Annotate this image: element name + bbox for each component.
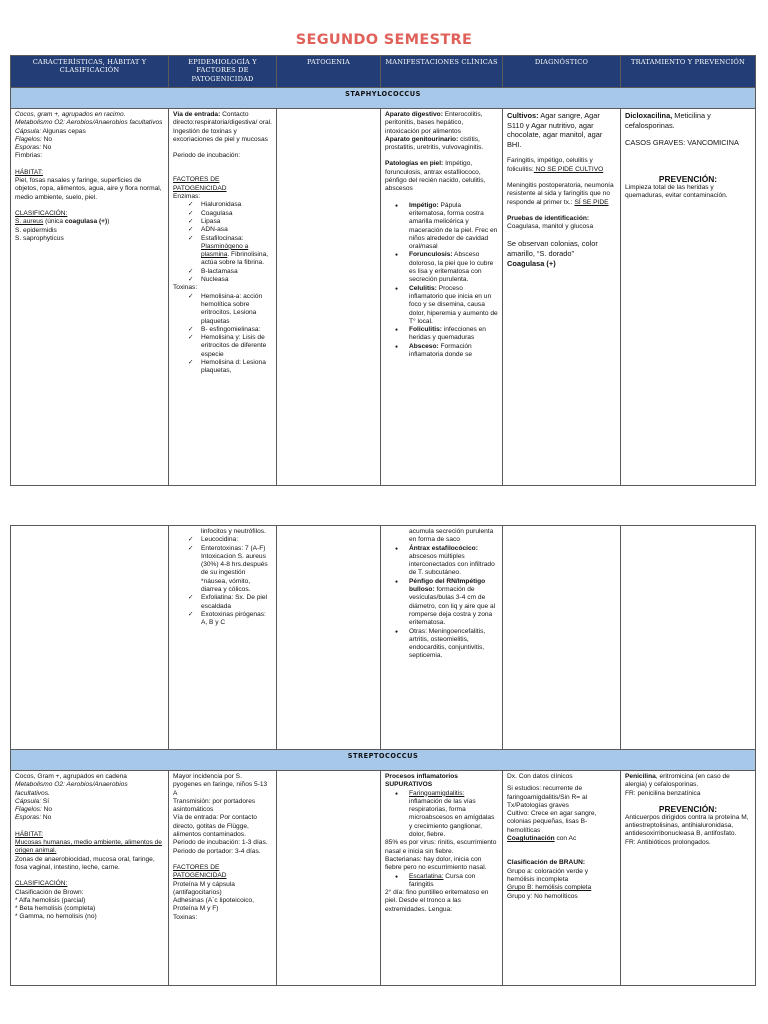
- list-item: ✓ Hemolisina-a: acción hemolítica sobre eritrocitos. Lesiona plaquetas: [185, 293, 272, 326]
- text-line: Vía de entrada: Por contacto directo, gotitas de Flügge, alimentos contaminados.: [173, 814, 257, 839]
- section-heading: HÁBITAT:: [15, 830, 43, 838]
- manifestation-list: [385, 202, 498, 360]
- list-item: ● Foliculitis: infecciones en heridas y quemaduras: [385, 326, 498, 343]
- header-row: [11, 56, 756, 88]
- text-line: Proteína M y cápsula (antifagocitarios): [173, 880, 235, 896]
- text-line: FR: Antibióticos prolongados.: [625, 838, 711, 846]
- list-item: ✓ Leucocidina:: [185, 536, 272, 544]
- text-line: Periodo de incubación: 1-3 días.: [173, 839, 268, 847]
- list-item: ✓ Exotoxinas pirógenas: A, B y C: [185, 611, 272, 628]
- text-label: Esporas:: [15, 144, 42, 152]
- cell-treatment: Dicloxacilina, Meticilina y cefalosporinas. CASOS GRAVES: VANCOMICINA PREVENCIÓN: Limpieza total de las heridas y quemaduras, evitar contaminación.: [621, 109, 756, 486]
- section-heading: Procesos inflamatorios SUPURATIVOS: [385, 773, 458, 789]
- cell-pathogenesis: [277, 109, 381, 486]
- text-label: Aparato digestivo:: [385, 111, 443, 118]
- species-name: S. aureus: [15, 218, 44, 226]
- prevention-heading: PREVENCIÓN:: [658, 173, 718, 184]
- text-line: Zonas de anaerobiocidad, mucosa oral, faringe, fosa vaginal, intestino, leche, carne.: [15, 855, 155, 871]
- text-line: Periodo de portador: 3-4 días.: [173, 847, 261, 855]
- list-item: ● Impétigo: Pápula eritematosa, forma costra amarilla melicérica y maceración de la piel. Frec en niños alrededor de cavidad oral/nasal: [385, 202, 498, 252]
- cell-diagnosis: [503, 526, 621, 750]
- text-line: Toxinas:: [173, 913, 198, 921]
- text-line: Coagulasa, manitol y glucosa: [507, 223, 594, 231]
- cell-clinical: [381, 771, 503, 986]
- text-line: * Beta hemolisis (completa): [15, 905, 96, 913]
- toxin-list: [173, 293, 272, 376]
- cell-epidemiology: [169, 526, 277, 750]
- col-header-epidemiology: EPIDEMIOLOGÍA Y FACTORES DE PATOGENICIDAD: [169, 56, 277, 88]
- text-label: Cultivos:: [507, 111, 539, 120]
- cell-pathogenesis: [277, 526, 381, 750]
- cell-pathogenesis: [277, 771, 381, 986]
- text-line: acumula secreción purulenta en forma de saco: [409, 528, 494, 544]
- text-line: FR: penicilina benzatínica: [625, 789, 701, 797]
- text-line: Cocos, gram +, agrupados en racimo.: [15, 111, 126, 118]
- summary-table-streptococcus: [10, 525, 756, 986]
- text-line: Coagulasa (+): [507, 258, 556, 268]
- list-item: ● Escarlatina: Cursa con faringitis: [385, 873, 498, 890]
- cell-epidemiology: Vía de entrada: Contacto directo:respiratoria/digestiva/ oral. Ingestión de toxinas y excoriaciones de piel y mucosas Periodo de incubación: FACTORES DE PATOGENICIDAD Enzimas: ✓ Hialuronidasa ✓ Coagulasa ✓ Lipasa ✓ ADN-asa ✓ Estafilocinasa: Plasminógeno a plasmina. Fibrinolisina, actúa sobre la fibrina. ✓ B-lactamasa ✓ Nucleasa Toxinas: ✓ Hemolisina-a: acción hemolítica sobre eritrocitos. Lesiona plaquetas ✓ B- esfingomielinasa: ✓ Hemolisina y: Lisis de eritrocitos de diferente especie ✓ Hemolisina d: Lesiona plaquetas,: [169, 109, 277, 486]
- cell-epidemiology: [169, 771, 277, 986]
- text-label: Flagelos:: [15, 135, 42, 143]
- text-line: Ingestión de toxinas y excoriaciones de piel y mucosas: [173, 127, 268, 143]
- list-item: linfocitos y neutrófilos.: [201, 528, 266, 535]
- text-line: Toxinas:: [173, 284, 198, 292]
- list-item: ✓ Hialuronidasa: [185, 201, 272, 209]
- cell-clinical: Aparato digestivo: Enterocolitis, peritonitis, bases hepático, intoxicación por alimentos Aparato genitourinario: cistitis, prostatitis, uretritis, vulvovaginitis. Patologías en piel: Impétigo, forunculosis, antrax estafilococo, pénfigo del recién nacido, celulitis, abscesos ● Impétigo: Pápula eritematosa, forma costra amarilla melicérica y maceración de la piel. Frec en niños alrededor de cavidad oral/nasal ● Forunculosis: Absceso doloroso, la piel que lo cubre es lisa y eritematosa con secreción purulenta. ● Celulitis: Proceso inflamatorio que inicia en un foco y se disemina, causa dolor, hiperemia y aumento de T° local. ● Foliculitis: infecciones en heridas y quemaduras ● Absceso: Formación inflamatoria donde se: [381, 109, 503, 486]
- table-row: [11, 526, 756, 750]
- prevention-heading: PREVENCIÓN:: [658, 803, 718, 814]
- text-line: Anticuerpos dirigidos contra la proteína M, antiestreptolisinas, antihialuronidasa, antidesoxirribonucleasa B, antifosfato.: [625, 813, 749, 838]
- text-label: Aparato genitourinario:: [385, 135, 459, 143]
- text-line: * Alfa hemolisis (parcial): [15, 896, 86, 904]
- manifestation-list: [385, 790, 498, 840]
- text-line: Transmisión: por portadores asintomáticos: [173, 797, 256, 814]
- list-item: ● Ántrax estafilocócico: abscesos múltiples interconectados con infiltrado de T. subcutáneo.: [385, 545, 498, 578]
- list-item: ● Faringoamigdalitis: inflamación de las vías respiratorias, forma microabscesos en amígdalas y crecimiento ganglionar, dolor, fiebre.: [385, 790, 498, 840]
- cell-diagnosis: Dx. Con datos clínicos Si estudios: recurrente de faringoamigdalitis/Sin R= al Tx/Patologías graves Cultivo: Crece en agar sangre, colonias pequeñas, lisas B-hemolíticas Coaglutinación con Ac Clasificación de BRAUN: Grupo a: coloración verde y hemólisis incompleta Grupo B: hemólisis completa Grupo y: No hemolíticos: [503, 771, 621, 986]
- text-line: Limpieza total de las heridas y quemaduras, evitar contaminación.: [625, 183, 728, 200]
- text-line: 85% es por virus: rinitis, escurrimiento nasal e inicia sin fiebre.: [385, 839, 497, 855]
- text-line: CASOS GRAVES: VANCOMICINA: [625, 138, 739, 148]
- list-item: ● Otras: Meningoencefalitis, artritis, osteomielitis, endocarditis, conjuntivitis, septicemia.: [385, 628, 498, 661]
- text-line: Grupo B: hemólisis completa: [507, 884, 592, 892]
- list-item: ✓ Enterotoxinas: 7 (A-F) Intoxicacion S. aureus (30%) 4-8 hrs.después de su ingestión *náusea, vómito, diarrea y cólicos.: [185, 545, 272, 595]
- col-header-diagnosis: DIAGNÓSTICO: [503, 56, 621, 88]
- text-line: Mayor incidencia por S. pyogenes en faringe, niños 5-13 A: [173, 773, 268, 797]
- text-line: Adhesinas (A´c lipoteicoico, Proteína M y F): [173, 897, 254, 913]
- list-item: ✓ Lipasa: [185, 218, 272, 226]
- text-line: Fimbrias:: [15, 152, 43, 160]
- text-line: Periodo de incubación:: [173, 152, 241, 160]
- text-line: Mucosas humanas, medio ambiente, alimentos de origen animal.: [15, 839, 162, 855]
- text-label: Cápsula:: [15, 127, 42, 135]
- section-band-streptococcus: STREPTOCOCCUS: [11, 750, 756, 771]
- text-line: 2° día: fino puntilleo eritematoso en piel. Desde el tronco a las extremidades. Lengua:: [385, 889, 489, 913]
- col-header-clinical: MANIFESTACIONES CLÍNICAS: [381, 56, 503, 88]
- text-line: Bacterianas: hay dolor, inicia con fiebre pero no escurrimiento nasal.: [385, 855, 487, 872]
- list-item: ● Absceso: Formación inflamatoria donde se: [385, 343, 498, 360]
- text-line: Cultivo: Crece en agar sangre, colonias pequeñas, lisas B-hemolíticas: [507, 810, 597, 834]
- text-line: Piel, fosas nasales y faringe, superficies de objetos, ropa, alimentos, agua, aire y flora normal, medio ambiente, suelo, piel.: [15, 177, 162, 201]
- text-line: Si estudios: recurrente de faringoamigdalitis/Sin R= al Tx/Patologías graves: [507, 785, 588, 809]
- text-value: No: [41, 144, 52, 152]
- drug-name: Penicilina: [625, 773, 656, 780]
- text-label: Vía de entrada:: [173, 111, 221, 118]
- list-item: ✓ Hemolisina y: Lisis de eritrocitos de diferente especie: [185, 334, 272, 359]
- cell-treatment: [621, 526, 756, 750]
- text-line: Clasificación de Brown:: [15, 888, 84, 896]
- section-heading: HÁBITAT:: [15, 168, 43, 176]
- text-line: Metabolismo O2: Aerobios/Anaerobios facultativos.: [15, 781, 128, 797]
- col-header-treatment: TRATAMIENTO Y PREVENCIÓN: [621, 56, 756, 88]
- species-name: S. saprophyticus: [15, 234, 64, 242]
- enzyme-list: [173, 201, 272, 284]
- section-heading: CLASIFICACIÓN:: [15, 880, 68, 888]
- drug-name: Dicloxacilina,: [625, 111, 673, 120]
- text-line: * Gamma, no hemolisis (no): [15, 913, 97, 921]
- text-value: Algunas cepas: [41, 127, 86, 135]
- list-item: ✓ Estafilocinasa: Plasminógeno a plasmina. Fibrinolisina, actúa sobre la fibrina.: [185, 235, 272, 268]
- text-label: Pruebas de identificación:: [507, 214, 590, 222]
- manifestation-list-continued: [385, 545, 498, 661]
- cell-treatment: Penicilina, eritromicina (en caso de alergia) y cefalosporinas. FR: penicilina benzatínica PREVENCIÓN: Anticuerpos dirigidos contra la proteína M, antiestreptolisinas, antihialuronidasa, antidesoxirribonucleasa B, antifosfato. FR: Antibióticos prolongados.: [621, 771, 756, 986]
- list-item: ✓ ADN-asa: [185, 226, 272, 234]
- page-title: SEGUNDO SEMESTRE: [295, 32, 473, 48]
- table-row: [11, 771, 756, 986]
- section-heading: FACTORES DE PATOGENICIDAD: [173, 863, 227, 880]
- text-line: Metabolismo O2: Aerobios/Anaerobios facultativos: [15, 119, 163, 127]
- list-item: ● Forunculosis: Absceso doloroso, la piel que lo cubre es lisa y eritematosa con secreción purulenta.: [385, 251, 498, 284]
- cell-diagnosis: Cultivos: Agar sangre, Agar S110 y Agar nutritivo, agar chocolate, agar manitol, agar BHI. Faringitis, impétigo, celulitis y foliculitis: NO SE PIDE CULTIVO Meningitis postoperatoria, neumonía resistente al sida y faringitis que no responde al primer tx.: SÍ SE PIDE Pruebas de identificación: Coagulasa, manitol y glucosa Se observan colonias, color amarillo, “S. dorado” Coagulasa (+): [503, 109, 621, 486]
- text-line: Enzimas:: [173, 193, 201, 201]
- text-line: Grupo a: coloración verde y hemólisis incompleta: [507, 867, 588, 883]
- text-label: Patologías en piel:: [385, 160, 444, 168]
- list-item: ● Pénfigo del RN/Impétigo bulloso: formación de vesículas/bulas 3-4 cm de diámetro, con liq y aire que al romperse deja costra y zona eritematosa.: [385, 578, 498, 628]
- list-item: ✓ Coagulasa: [185, 210, 272, 218]
- list-item: ✓ Hemolisina d: Lesiona plaquetas,: [185, 359, 272, 376]
- toxin-list-continued: [173, 528, 272, 628]
- list-item: ✓ B-lactamasa: [185, 268, 272, 276]
- list-item: ✓ B- esfingomielinasa:: [185, 326, 272, 334]
- col-header-pathogenesis: PATOGENIA: [277, 56, 381, 88]
- list-item: ● Celulitis: Proceso inflamatorio que inicia en un foco y se disemina, causa dolor, hiperemia y aumento de T° local.: [385, 285, 498, 326]
- cell-characteristics: Cocos, gram +, agrupados en racimo. Metabolismo O2: Aerobios/Anaerobios facultativos Cápsula: Algunas cepas Flagelos: No Esporas: No Fimbrias: HÁBITAT: Piel, fosas nasales y faringe, superficies de objetos, ropa, alimentos, agua, aire y flora normal, medio ambiente, suelo, piel. CLASIFICACIÓN: S. aureus (única coagulasa (+)) S. epidermidis S. saprophyticus: [11, 109, 169, 486]
- cell-characteristics: Cocos, Gram +, agrupados en cadena Metabolismo O2: Aerobios/Anaerobios facultativos. Cápsula: Sí Flagelos: No Esporas: No HÁBITAT: Mucosas humanas, medio ambiente, alimentos de origen animal. Zonas de anaerobiocidad, mucosa oral, faringe, fosa vaginal, intestino, leche, carne. CLASIFICACIÓN: Clasificación de Brown: * Alfa hemolisis (parcial) * Beta hemolisis (completa) * Gamma, no hemolisis (no): [11, 771, 169, 986]
- manifestation-list: [385, 873, 498, 890]
- text-line: Se observan colonias, color amarillo, “S. dorado”: [507, 239, 598, 259]
- text-line: Cocos, Gram +, agrupados en cadena: [15, 773, 127, 780]
- section-heading: CLASIFICACIÓN:: [15, 209, 68, 217]
- cell-clinical: [381, 526, 503, 750]
- table-row: [11, 109, 756, 486]
- section-band-staphylococcus: STAPHYLOCOCCUS: [11, 88, 756, 109]
- text-value: No: [41, 135, 53, 143]
- section-heading: FACTORES DE PATOGENICIDAD: [173, 176, 227, 192]
- list-item: ✓ Nucleasa: [185, 276, 272, 284]
- text-line: Grupo y: No hemolíticos: [507, 892, 578, 900]
- cell-characteristics: [11, 526, 169, 750]
- list-item: ✓ Exfoliatina: Sx. De piel escaldada: [185, 594, 272, 611]
- col-header-characteristics: CARACTERÍSTICAS, HÁBITAT Y CLASIFICACIÓN: [11, 56, 169, 88]
- summary-table-staphylococcus: [10, 55, 756, 486]
- text-line: Dx. Con datos clínicos: [507, 773, 573, 780]
- species-name: S. epidermidis: [15, 226, 57, 234]
- section-heading: Clasificación de BRAUN:: [507, 859, 586, 867]
